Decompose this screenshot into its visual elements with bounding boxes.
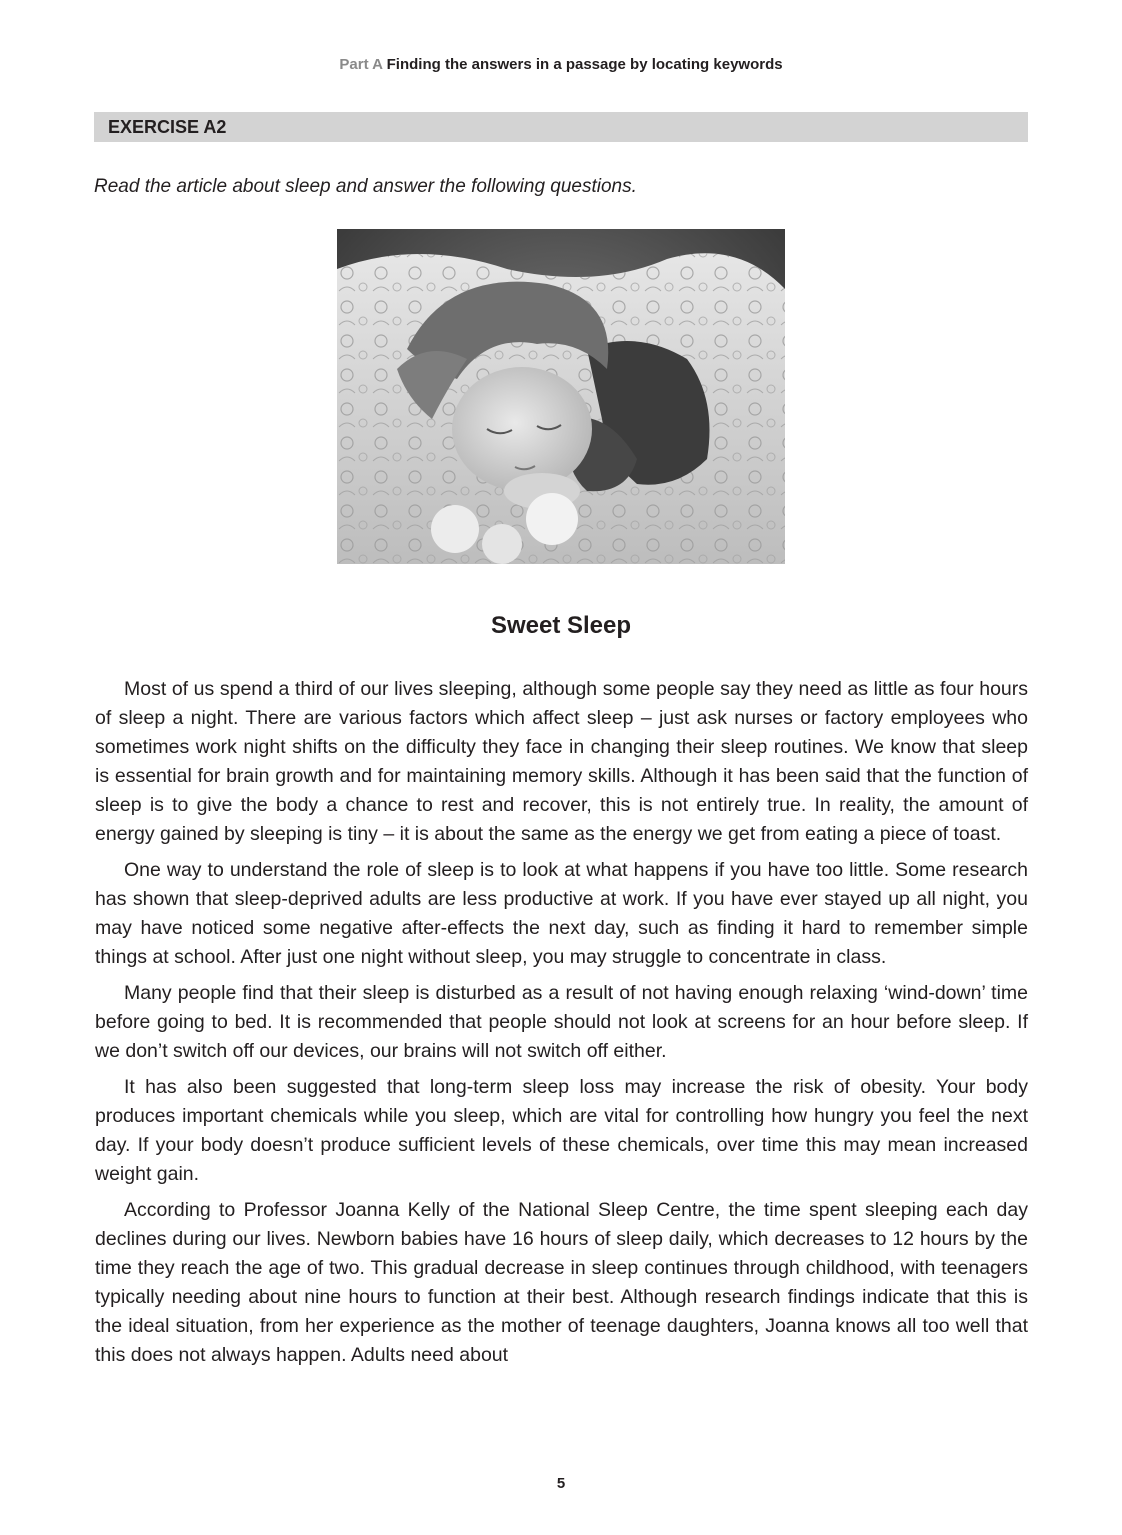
exercise-heading: EXERCISE A2: [94, 112, 1028, 142]
page-number: 5: [556, 1475, 566, 1492]
article-body: [95, 675, 1028, 1377]
article-paragraph-3: Many people find that their sleep is disturbed as a result of not having enough relaxing ‘wind-down’ time before going to bed. It is recommended that people should not look at screens for an hour before sleep. If we don’t switch off our devices, our brains will not switch off either.: [95, 982, 1028, 1062]
exercise-instruction: Read the article about sleep and answer the following questions.: [94, 176, 637, 197]
article-paragraph-4: It has also been suggested that long-term sleep loss may increase the risk of obesity. Your body produces important chemicals while you sleep, which are vital for controlling how hungry you feel the next day. If your body doesn’t produce sufficient levels of these chemicals, over time this may mean increased weight gain.: [95, 1076, 1028, 1185]
sleeping-child-photo: [337, 229, 785, 564]
part-title: Finding the answers in a passage by locating keywords: [386, 56, 783, 73]
article-paragraph-2: One way to understand the role of sleep is to look at what happens if you have too little. Some research has shown that sleep-deprived adults are less productive at work. If you have ever stayed up all night, you may have noticed some negative after-effects the next day, such as finding it hard to remember simple things at school. After just one night without sleep, you may struggle to concentrate in class.: [95, 859, 1028, 968]
article-title: Sweet Sleep: [490, 612, 632, 639]
part-label: Part A: [339, 56, 383, 73]
article-paragraph-5: According to Professor Joanna Kelly of the National Sleep Centre, the time spent sleeping each day declines during our lives. Newborn babies have 16 hours of sleep daily, which decreases to 12 hours by the time they reach the age of two. This gradual decrease in sleep continues through childhood, with teenagers typically needing about nine hours to function at their best. Although research findings indicate that this is the ideal situation, from her experience as the mother of teenage daughters, Joanna knows all too well that this does not always happen. Adults need about: [95, 1199, 1028, 1366]
article-paragraph-1: Most of us spend a third of our lives sleeping, although some people say they need as little as four hours of sleep a night. There are various factors which affect sleep – just ask nurses or factory employees who sometimes work night shifts on the difficulty they face in changing their sleep routines. We know that sleep is essential for brain growth and for maintaining memory skills. Although it has been said that the function of sleep is to give the body a chance to rest and recover, this is not entirely true. In reality, the amount of energy gained by sleeping is tiny – it is about the same as the energy we get from eating a piece of toast.: [95, 678, 1028, 845]
running-header: [0, 55, 1122, 75]
